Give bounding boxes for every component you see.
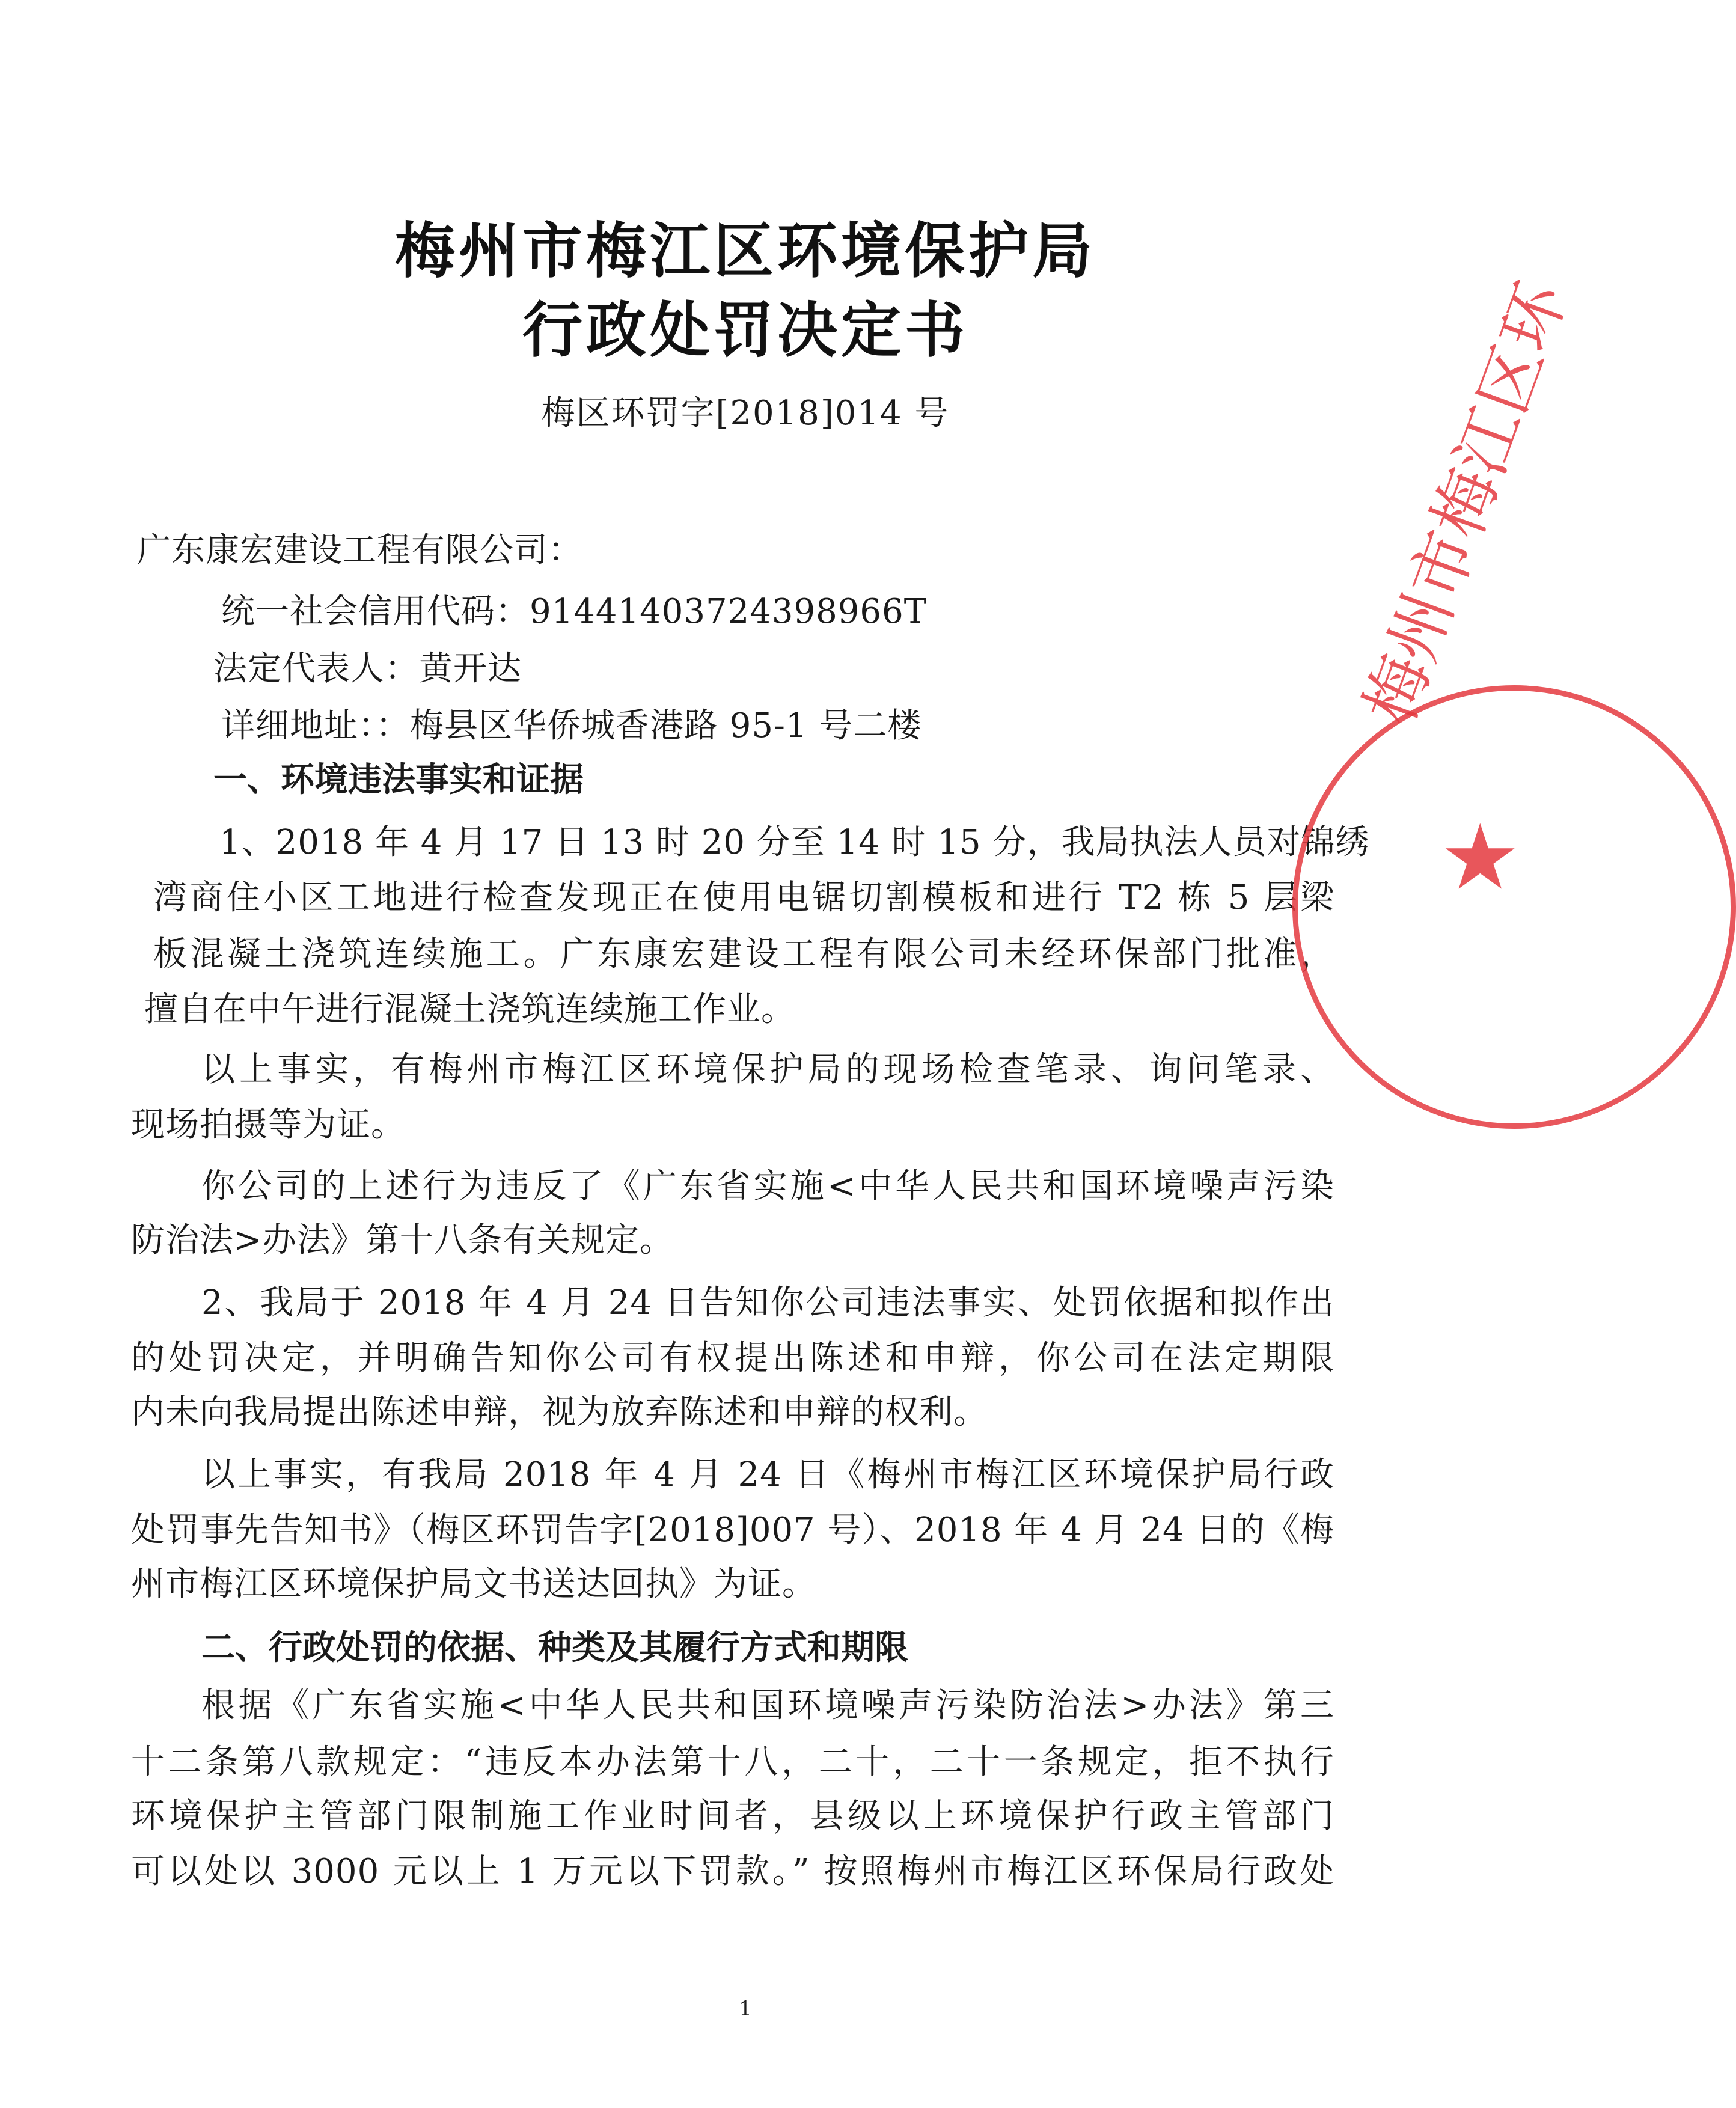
paragraph-line: 的处罚决定，并明确告知你公司有权提出陈述和申辩，你公司在法定期限 <box>131 1339 1334 1378</box>
recipient-company: 广东康宏建设工程有限公司： <box>137 531 582 570</box>
legal-representative: 法定代表人：黄开达 <box>213 649 522 688</box>
paragraph-line: 你公司的上述行为违反了《广东省实施<中华人民共和国环境噪声污染 <box>201 1167 1334 1206</box>
paragraph-line: 2、我局于 2018 年 4 月 24 日告知你公司违法事实、处罚依据和拟作出 <box>201 1283 1334 1322</box>
paragraph-line: 以上事实，有梅州市梅江区环境保护局的现场检查笔录、询问笔录、 <box>201 1050 1334 1089</box>
paragraph-line: 湾商住小区工地进行检查发现正在使用电锯切割模板和进行 T2 栋 5 层梁 <box>153 878 1334 917</box>
paragraph-line: 现场拍摄等为证。 <box>131 1105 405 1144</box>
paragraph-line: 环境保护主管部门限制施工作业时间者，县级以上环境保护行政主管部门 <box>131 1797 1334 1836</box>
detailed-address: 详细地址：：梅县区华侨城香港路 95-1 号二楼 <box>221 706 922 745</box>
official-seal-text: 梅州市梅江区环 <box>1350 272 1582 734</box>
paragraph-line: 根据《广东省实施<中华人民共和国环境噪声污染防治法>办法》第三 <box>201 1686 1334 1725</box>
section2-heading: 二、行政处罚的依据、种类及其履行方式和期限 <box>201 1628 908 1667</box>
paragraph-line: 板混凝土浇筑连续施工。广东康宏建设工程有限公司未经环保部门批准， <box>153 935 1334 974</box>
section1-heading: 一、环境违法事实和证据 <box>213 760 584 799</box>
paragraph-line: 十二条第八款规定：“违反本办法第十八，二十，二十一条规定，拒不执行 <box>131 1743 1334 1782</box>
document-number: 梅区环罚字[2018]014 号 <box>541 394 950 433</box>
paragraph-line: 以上事实，有我局 2018 年 4 月 24 日《梅州市梅江区环境保护局行政 <box>201 1455 1334 1494</box>
paragraph-line: 防治法>办法》第十八条有关规定。 <box>131 1221 674 1260</box>
page-number: 1 <box>739 1997 752 2021</box>
seal-star-icon: ★ <box>1440 805 1521 910</box>
document-title-line2: 行政处罚决定书 <box>522 295 968 365</box>
document-title-line1: 梅州市梅江区环境保护局 <box>395 216 1096 286</box>
paragraph-line: 处罚事先告知书》（梅区环罚告字[2018]007 号）、2018 年 4 月 24 日的《梅 <box>131 1511 1334 1550</box>
paragraph-line: 擅自在中午进行混凝土浇筑连续施工作业。 <box>144 990 795 1029</box>
paragraph-line: 州市梅江区环境保护局文书送达回执》为证。 <box>131 1565 816 1604</box>
paragraph-line: 1、2018 年 4 月 17 日 13 时 20 分至 14 时 15 分，我局执法人员对锦绣 <box>219 823 1370 862</box>
paragraph-line: 可以处以 3000 元以上 1 万元以下罚款。” 按照梅州市梅江区环保局行政处 <box>131 1852 1334 1891</box>
paragraph-line: 内未向我局提出陈述申辩，视为放弃陈述和申辩的权利。 <box>131 1393 988 1432</box>
credit-code: 统一社会信用代码：91441403724398966T <box>221 592 928 631</box>
